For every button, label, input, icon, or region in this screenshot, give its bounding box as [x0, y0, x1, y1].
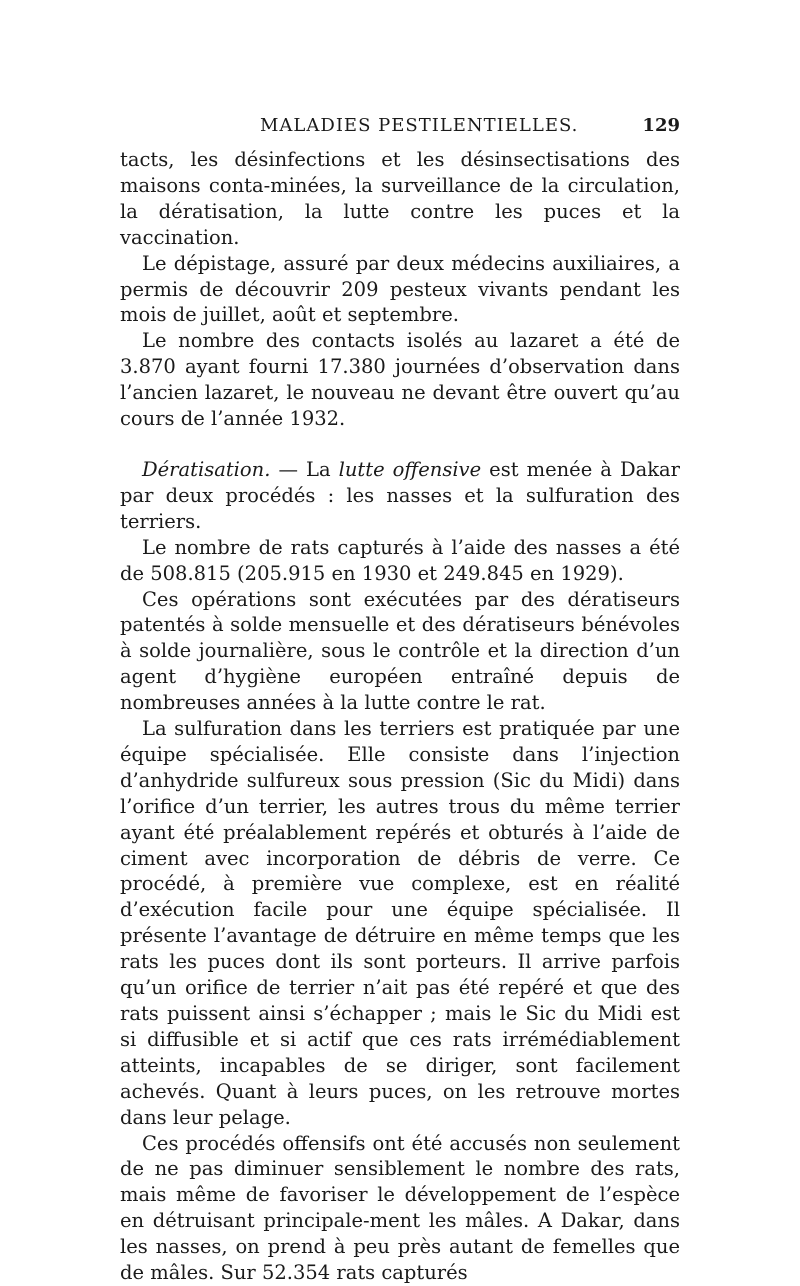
paragraph-sulfuration: La sulfuration dans les terriers est pratiquée par une équipe spécialisée. Elle consiste dans l’injection d’anhydride sulfureux sous pression (Sic du Midi) dans l’orifice d’un terrier, les autres trous du même terrier ayant été préalablement repérés et obturés à l’aide de ciment avec incorporation de débris de verre. Ce procédé, à première vue complexe, est en réalité d’exécution facile pour une équipe spécialisée. Il présente l’avantage de détruire en même temps que les rats les puces dont ils sont porteurs. Il arrive parfois qu’un orifice de terrier n’ait pas été repéré et que des rats puissent ainsi s’échapper ; mais le Sic du Midi est si diffusible et si actif que ces rats irrémédiablement atteints, incapables de se diriger, sont facilement achevés. Quant à leurs puces, on les retrouve mortes dans leur pelage. — [120, 717, 680, 1129]
paragraph-contacts: Le nombre des contacts isolés au lazaret a été de 3.870 ayant fourni 17.380 journées d’observation dans l’ancien lazaret, le nouveau ne devant être ouvert qu’au cours de l’année 1932. — [120, 329, 680, 431]
section-separator: — La — [270, 457, 339, 481]
paragraph-continued: tacts, les désinfections et les désinsectisations des maisons conta-minées, la surveillance de la circulation, la dératisation, la lutte contre les puces et la vaccination. — [120, 148, 680, 249]
paragraph-operations: Ces opérations sont exécutées par des dératiseurs patentés à solde mensuelle et des dératiseurs bénévoles à solde journalière, sous le contrôle et la direction d’un agent d’hygiène européen entraîné depuis de nombreuses années à la lutte contre le rat. — [120, 587, 680, 715]
italic-term: lutte offensive — [338, 457, 482, 481]
page-number: 129 — [642, 115, 680, 136]
paragraph-procedes: Ces procédés offensifs ont été accusés non seulement de ne pas diminuer sensiblement le nombre des rats, mais même de favoriser le développement de l’espèce en détruisant principale-ment les mâles. A Dakar, dans les nasses, on prend à peu près autant de femelles que de mâles. Sur 52.354 rats capturés — [120, 1131, 680, 1285]
paragraph-text: est menée à Dakar par deux procédés : les nasses et la sulfuration des terriers. — [120, 457, 680, 533]
paragraph-nasses: Le nombre de rats capturés à l’aide des nasses a été de 508.815 (205.915 en 1930 et 249.845 en 1929). — [120, 535, 680, 585]
section-label: Dératisation. — [142, 457, 271, 481]
paragraph-depistage: Le dépistage, assuré par deux médecins auxiliaires, a permis de découvrir 209 pesteux vivants pendant les mois de juillet, août et septembre. — [120, 251, 680, 327]
body-text — [120, 147, 680, 1286]
paragraph-deratisation — [120, 457, 680, 535]
running-head — [120, 113, 680, 139]
running-title: MALADIES PESTILENTIELLES. — [260, 115, 579, 136]
